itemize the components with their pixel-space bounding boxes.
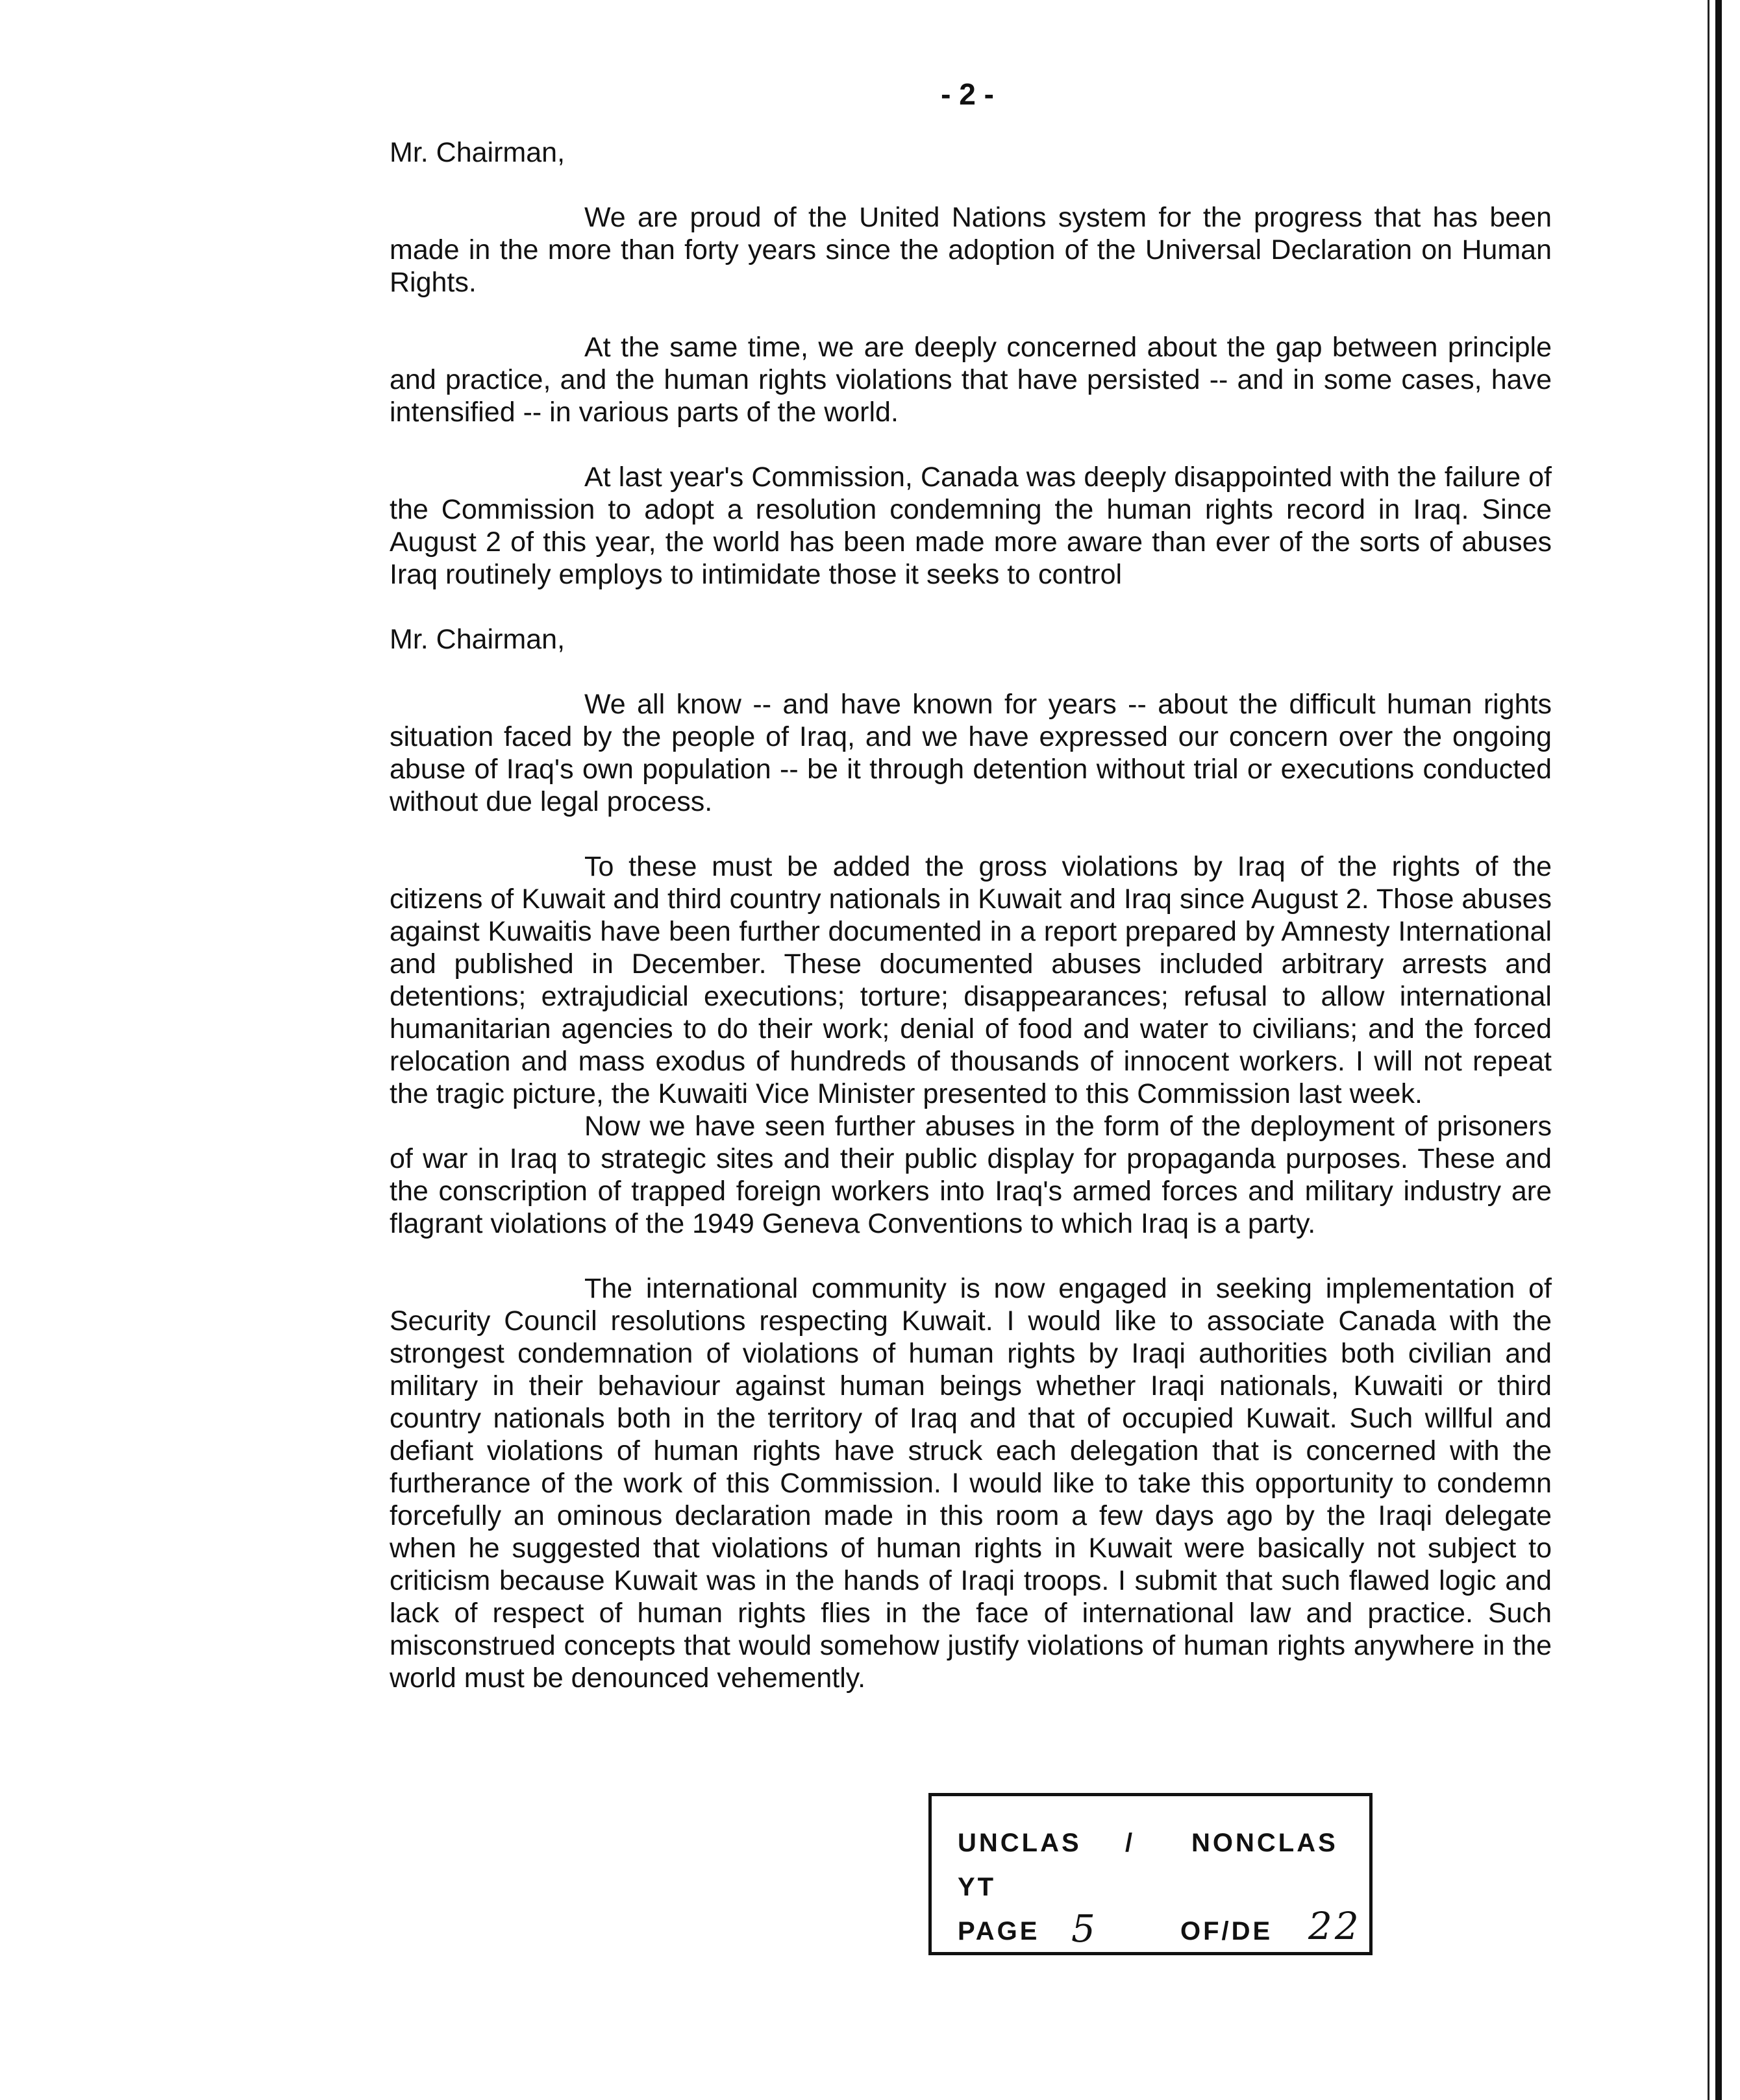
paragraph: To these must be added the gross violations by Iraq of the rights of the citizens of Kuwait and third country nationals in Kuwait and Iraq since August 2. Those abuses against Kuwaitis have been further documented in a report prepared by Amnesty International and published in December. These documented abuses included arbitrary arrests and detentions; extrajudicial executions; torture; disappearances; refusal to allow international humanitarian agencies to do their work; denial of food and water to civilians; and the forced relocation and mass exodus of hundreds of thousands of innocent workers. I will not repeat the tragic picture, the Kuwaiti Vice Minister presented to this Commission last week.	[390, 851, 1552, 1109]
paragraph: The international community is now engaged in seeking implementation of Security Council resolutions respecting Kuwait. I would like to associate Canada with the strongest condemnation of violations of human rights by Iraqi authorities both civilian and military in their behaviour against human beings whether Iraqi nationals, Kuwaiti or third country nationals both in the territory of Iraq and that of occupied Kuwait. Such willful and defiant violations of human rights have struck each delegation that is concerned with the furtherance of the work of this Commission. I would like to take this opportunity to condemn forcefully an ominous declaration made in this room a few days ago by the Iraqi delegate when he suggested that violations of human rights in Kuwait were basically not subject to criticism because Kuwait was in the hands of Iraqi troops. I submit that such flawed logic and lack of respect of human rights flies in the face of international law and practice. Such misconstrued concepts that would somehow justify violations of human rights anywhere in the world must be denounced vehemently.	[390, 1273, 1552, 1694]
paragraph: We all know -- and have known for years -- about the difficult human rights situation faced by the people of Iraq, and we have expressed our concern over the ongoing abuse of Iraq's own population -- be it through detention without trial or executions conducted without due legal process.	[390, 689, 1552, 817]
paragraph: At last year's Commission, Canada was deeply disappointed with the failure of the Commission to adopt a resolution condemning the human rights record in Iraq. Since August 2 of this year, the world has been made more aware than ever of the sorts of abuses Iraq routinely employs to intimidate those it seeks to control	[390, 462, 1552, 590]
salutation: Mr. Chairman,	[390, 137, 566, 168]
stamp-page-value: 5	[1071, 1907, 1098, 1951]
stamp-of-label: OF/DE	[1180, 1917, 1273, 1946]
stamp-yt: YT	[958, 1873, 997, 1901]
salutation: Mr. Chairman,	[390, 624, 566, 655]
classification-stamp	[928, 1793, 1373, 1955]
stamp-unclas: UNCLAS	[958, 1829, 1082, 1857]
paragraph: At the same time, we are deeply concerned about the gap between principle and practice, and the human rights violations that have persisted -- and in some cases, have intensified -- in various parts of the world.	[390, 332, 1552, 428]
scan-edge-border	[1708, 0, 1722, 2100]
paragraph: We are proud of the United Nations system for the progress that has been made in the more than forty years since the adoption of the Universal Declaration on Human Rights.	[390, 202, 1552, 298]
paragraph: Now we have seen further abuses in the form of the deployment of prisoners of war in Iraq to strategic sites and their public display for propaganda purposes. These and the conscription of trapped foreign workers into Iraq's armed forces and military industry are flagrant violations of the 1949 Geneva Conventions to which Iraq is a party.	[390, 1111, 1552, 1239]
page-number: - 2 -	[941, 77, 994, 111]
stamp-slash: /	[1125, 1829, 1136, 1857]
stamp-of-value: 22	[1308, 1904, 1361, 1948]
stamp-nonclas: NONCLAS	[1191, 1829, 1338, 1857]
document-body	[390, 136, 1552, 1727]
stamp-page-label: PAGE	[958, 1917, 1040, 1946]
